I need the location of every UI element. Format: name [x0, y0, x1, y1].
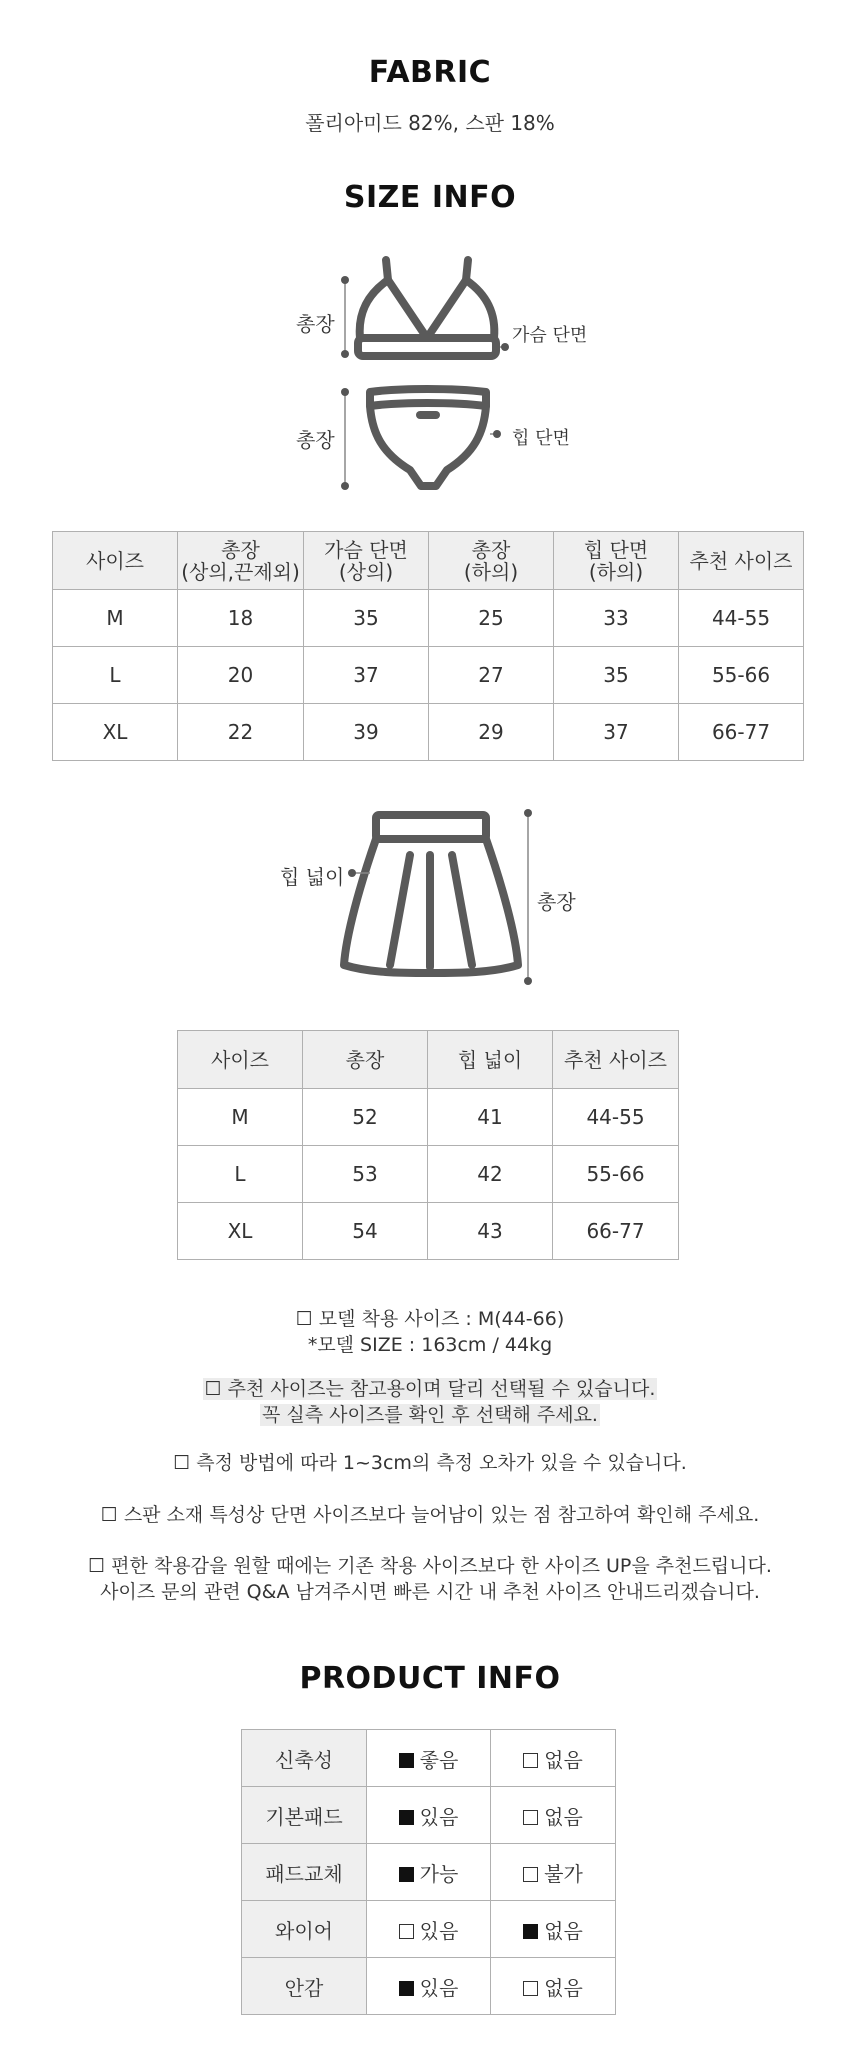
top-length-label: 총장	[296, 312, 335, 336]
bikini-size-table	[52, 531, 804, 761]
top-band	[358, 338, 496, 356]
table-cell: 37	[554, 704, 679, 761]
row-label: 기본패드	[242, 1787, 367, 1844]
table-cell: 35	[304, 590, 429, 647]
col-header: 힙 단면 (하의)	[554, 532, 679, 590]
row-label: 와이어	[242, 1901, 367, 1958]
model-size-note: ☐ 모델 착용 사이즈 : M(44-66)	[295, 1308, 565, 1330]
col-header: 추천 사이즈	[553, 1031, 679, 1089]
right-cup	[427, 280, 494, 338]
comfort-note-2: 사이즈 문의 관련 Q&A 남겨주시면 빠른 시간 내 추천 사이즈 안내드리겠습니다.	[100, 1581, 760, 1603]
skirt-length-label: 총장	[537, 890, 576, 914]
table-header-row	[178, 1031, 679, 1089]
col-header: 추천 사이즈	[679, 532, 804, 590]
col-header: 총장 (상의,끈제외)	[178, 532, 304, 590]
recommend-note-1: ☐ 추천 사이즈는 참고용이며 달리 선택될 수 있습니다.	[204, 1378, 656, 1400]
col-header: 가슴 단면 (상의)	[304, 532, 429, 590]
table-cell: 66-77	[679, 704, 804, 761]
table-cell: 53	[303, 1146, 428, 1203]
size-info-title: SIZE INFO	[343, 180, 517, 215]
table-cell: 39	[304, 704, 429, 761]
comfort-note-1: ☐ 편한 착용감을 원할 때에는 기존 착용 사이즈보다 한 사이즈 UP을 추천드립니다.	[88, 1555, 772, 1577]
left-cup	[360, 280, 427, 338]
row-label: 안감	[242, 1958, 367, 2015]
table-cell: 66-77	[553, 1203, 679, 1260]
checked-box-icon	[399, 1810, 414, 1825]
row-label: 패드교체	[242, 1844, 367, 1901]
table-cell: XL	[53, 704, 178, 761]
checked-box-icon	[399, 1753, 414, 1768]
col-header: 사이즈	[178, 1031, 303, 1089]
table-cell: M	[178, 1089, 303, 1146]
table-cell: 35	[554, 647, 679, 704]
col-header: 사이즈	[53, 532, 178, 590]
table-cell: 41	[428, 1089, 553, 1146]
fabric-title: FABRIC	[368, 55, 492, 90]
table-row	[178, 1146, 679, 1203]
checked-box-icon	[399, 1981, 414, 1996]
table-cell: 29	[429, 704, 554, 761]
model-body-note: *모델 SIZE : 163cm / 44kg	[307, 1334, 553, 1356]
option-cell: 좋음	[367, 1730, 491, 1787]
table-cell: 44-55	[679, 590, 804, 647]
col-header: 총장 (하의)	[429, 532, 554, 590]
table-cell: 42	[428, 1146, 553, 1203]
unchecked-box-icon	[523, 1753, 538, 1768]
hip-label: 힙 단면	[512, 428, 570, 449]
bottom-waistband	[370, 389, 486, 406]
skirt-diagram	[330, 805, 540, 990]
table-cell: 18	[178, 590, 304, 647]
table-cell: 25	[429, 590, 554, 647]
table-row	[53, 647, 804, 704]
table-cell: 44-55	[553, 1089, 679, 1146]
product-info-title: PRODUCT INFO	[299, 1661, 561, 1696]
table-cell: M	[53, 590, 178, 647]
table-row	[242, 1958, 616, 2015]
table-cell: 37	[304, 647, 429, 704]
unchecked-box-icon	[399, 1924, 414, 1939]
option-cell: 있음	[367, 1901, 491, 1958]
table-row	[178, 1089, 679, 1146]
unchecked-box-icon	[523, 1867, 538, 1882]
table-row	[53, 590, 804, 647]
bikini-diagram	[290, 248, 600, 498]
checked-box-icon	[523, 1924, 538, 1939]
product-info-table	[241, 1729, 616, 2015]
table-cell: 52	[303, 1089, 428, 1146]
table-cell: 33	[554, 590, 679, 647]
table-cell: 55-66	[679, 647, 804, 704]
table-row	[242, 1844, 616, 1901]
table-cell: 27	[429, 647, 554, 704]
unchecked-box-icon	[523, 1810, 538, 1825]
table-header-row	[53, 532, 804, 590]
skirt-size-table	[177, 1030, 679, 1260]
measure-note: ☐ 측정 방법에 따라 1~3cm의 측정 오차가 있을 수 있습니다.	[173, 1452, 687, 1474]
col-header: 총장	[303, 1031, 428, 1089]
skirt-waistband	[376, 815, 486, 839]
option-cell: 불가	[491, 1844, 616, 1901]
recommend-note-2: 꼭 실측 사이즈를 확인 후 선택해 주세요.	[262, 1404, 598, 1426]
table-cell: 55-66	[553, 1146, 679, 1203]
table-cell: L	[53, 647, 178, 704]
bottom-length-label: 총장	[296, 428, 335, 452]
option-cell: 있음	[367, 1958, 491, 2015]
table-cell: L	[178, 1146, 303, 1203]
table-row	[242, 1901, 616, 1958]
option-cell: 없음	[491, 1730, 616, 1787]
fabric-composition: 폴리아미드 82%, 스판 18%	[305, 111, 555, 135]
chest-label: 가슴 단면	[512, 325, 588, 346]
table-row	[242, 1730, 616, 1787]
table-cell: 54	[303, 1203, 428, 1260]
table-row	[178, 1203, 679, 1260]
col-header: 힙 넓이	[428, 1031, 553, 1089]
option-cell: 가능	[367, 1844, 491, 1901]
span-note: ☐ 스판 소재 특성상 단면 사이즈보다 늘어남이 있는 점 참고하여 확인해 주세요.	[100, 1504, 760, 1526]
table-cell: XL	[178, 1203, 303, 1260]
option-cell: 없음	[491, 1901, 616, 1958]
row-label: 신축성	[242, 1730, 367, 1787]
hip-width-label: 힙 넓이	[280, 865, 345, 889]
option-cell: 없음	[491, 1958, 616, 2015]
unchecked-box-icon	[523, 1981, 538, 1996]
table-row	[242, 1787, 616, 1844]
table-cell: 22	[178, 704, 304, 761]
option-cell: 없음	[491, 1787, 616, 1844]
table-row	[53, 704, 804, 761]
table-cell: 20	[178, 647, 304, 704]
checked-box-icon	[399, 1867, 414, 1882]
table-cell: 43	[428, 1203, 553, 1260]
option-cell: 있음	[367, 1787, 491, 1844]
